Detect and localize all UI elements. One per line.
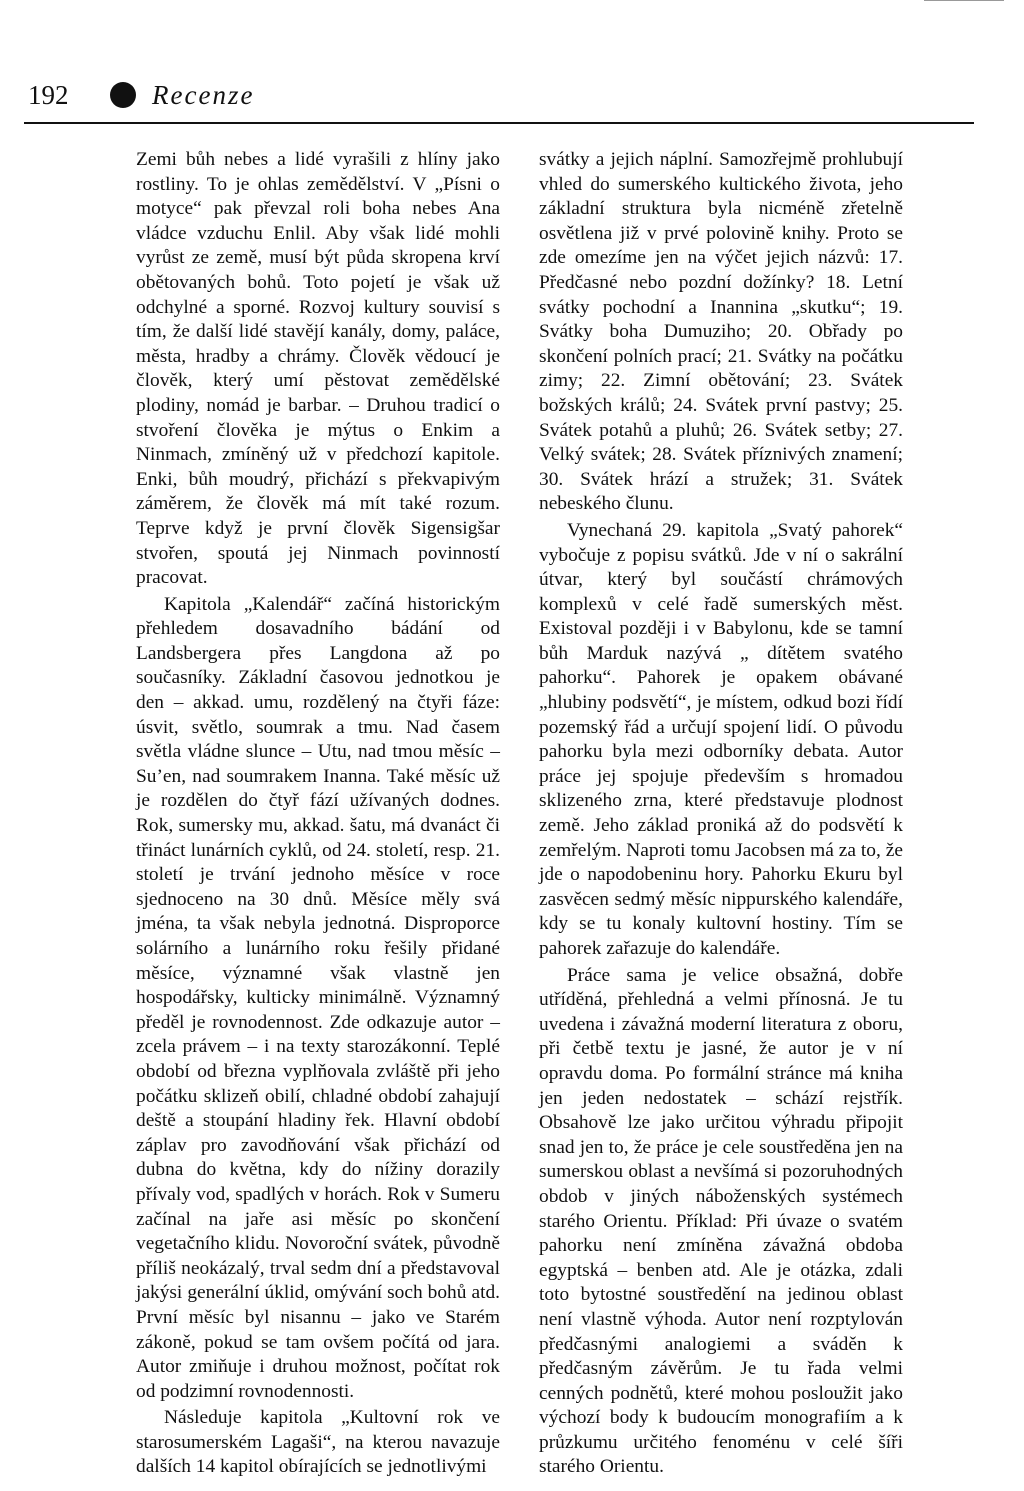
header-rule bbox=[24, 122, 974, 124]
paragraph: svátky a jejich náplní. Samozřejmě prohlubují vhled do sumerského kultického života, jeho základní struktura byla nicméně zřetelně osvětlena již v prvé polovině knihy. Proto se zde omezíme jen na výčet jejich názvů: 17. Předčasné nebo pozdní dožínky? 18. Letní svátky pochodní a Inannina „skutku“; 19. Svátky boha Dumuziho; 20. Obřady po skončení polních prací; 21. Svátky na počátku zimy; 22. Zimní obětování; 23. Svátek božských králů; 24. Svátek první pastvy; 25. Svátek potahů a pluhů; 26. Svátek setby; 27. Velký svátek; 28. Svátek příznivých znamení; 30. Svátek hrází a stružek; 31. Svátek nebeského člunu. bbox=[539, 149, 903, 515]
left-column bbox=[136, 148, 500, 1480]
bullet-icon bbox=[110, 82, 136, 108]
scan-edge-line bbox=[924, 0, 1004, 1]
paragraph: Následuje kapitola „Kultovní rok ve starosumerském Lagaši“, na kterou navazuje dalších 14 kapitol obírajících se jednotlivými bbox=[136, 1407, 500, 1478]
right-column bbox=[539, 148, 903, 1480]
page-number: 192 bbox=[28, 80, 69, 110]
paragraph: Zemi bůh nebes a lidé vyrašili z hlíny jako rostliny. To je ohlas zemědělství. V „Písni o motyce“ pak převzal roli boha nebes Ana vládce vzduchu Enlil. Aby však lidé mohli vyrůst ze země, musí být půda skropena krví obětovaných bohů. Toto pojetí je však už odchylné a sporné. Rozvoj kultury souvisí s tím, že další lidé stavějí kanály, domy, paláce, města, hradby a chrámy. Člověk vědoucí je člověk, který umí pěstovat zemědělské plodiny, nomád je barbar. – Druhou tradicí o stvoření člověka je mýtus o Enkim a Ninmach, zmíněný už v předchozí kapitole. Enki, bůh moudrý, přichází s překvapivým záměrem, že člověk má mít také rozum. Teprve když je první člověk Sigensigšar stvořen, spoutá jej Ninmach povinností pracovat. bbox=[136, 149, 500, 589]
running-title: Recenze bbox=[152, 80, 255, 110]
paragraph: Vynechaná 29. kapitola „Svatý pahorek“ vybočuje z popisu svátků. Jde v ní o sakrální útvar, který byl součástí chrámových komplexů v celé řadě sumerských měst. Existoval později i v Babylonu, kde se tamní bůh Marduk nazývá „ dítětem svatého pahorku“. Pahorek je opakem obávané „hlubiny podsvětí“, je místem, odkud bozi řídí pozemský řád a určují spojení lidí. O původu pahorku byla mezi odborníky debata. Autor práce jej spojuje především s hromadou sklizeného zrna, které představuje plodnost země. Jeho základ proniká až do podsvětí k zemřelým. Naproti tomu Jacobsen má za to, že jde o napodobeninu hory. Pahorku Ekuru byl zasvěcen sedmý měsíc nippurského kalendáře, kdy se tu konaly kultovní hostiny. Tím se pahorek zařazuje do kalendáře. bbox=[539, 519, 903, 959]
page-header bbox=[24, 76, 974, 126]
paragraph: Práce sama je velice obsažná, dobře utříděná, přehledná a velmi přínosná. Je tu uvedena i závažná moderní literatura z oboru, při četbě textu je jasné, že autor je v ní opravdu doma. Po formální stránce má kniha jen jeden nedostatek – schází rejstřík. Obsahově lze jako určitou výhradu připojit snad jen to, že práce je cele soustředěna jen na sumerskou oblast a nevšímá si pozoruhodných obdob v jiných náboženských systémech starého Orientu. Příklad: Při úvaze o svatém pahorku není zmíněna závažná obdoba egyptská – benben atd. Ale je otázka, zdali toto bytostné soustředění na jedinou oblast není vlastně výhoda. Autor není rozptylován předčasnými analogiemi a sváděn k předčasným závěrům. Je tu řada velmi cenných podnětů, které mohou posloužit jako výchozí body k budoucím monografiím a k průzkumu určitého fenoménu v celé šíři starého Orientu. bbox=[539, 964, 903, 1478]
paragraph: Kapitola „Kalendář“ začíná historickým přehledem dosavadního bádání od Landsbergera přes Langdona až po současníky. Základní časovou jednotkou je den – akkad. umu, rozdělený na čtyři fáze: úsvit, světlo, soumrak a tmu. Nad časem světla vládne slunce – Utu, nad tmou měsíc – Su’en, nad soumrakem Inanna. Také měsíc už je rozdělen do čtyř fází užívaných dodnes. Rok, sumersky mu, akkad. šatu, má dvanáct či třináct lunárních cyklů, od 24. století, resp. 21. století je trvání jednoho měsíce v roce sjednoceno na 30 dnů. Měsíce měly svá jména, ta však nebyla jednotná. Disproporce solárního a lunárního roku řešily přidané měsíce, významné však vlastně jen hospodářsky, kulticky minimálně. Významný předěl je rovnodennost. Zde odkazuje autor – zcela právem – i na texty starozákonní. Teplé období od března vyplňovala zvláště při jeho počátku sklizeň obilí, chladné období zahajují deště a stoupání hladiny řek. Hlavní období záplav pro zavodňování však přichází od dubna do května, kdy do nížiny dorazily přívaly vod, spadlých v horách. Rok v Sumeru začínal na jaře asi měsíc po skončení vegetačního klidu. Novoroční svátek, původně příliš neokázalý, trval sedm dní a představoval jakýsi generální úklid, omývání soch bohů atd. První měsíc byl nisannu – jako ve Starém zákoně, pokud se tam ovšem počítá od jara. Autor zmiňuje i druhou možnost, počítat rok od podzimní rovnodennosti. bbox=[136, 593, 500, 1402]
